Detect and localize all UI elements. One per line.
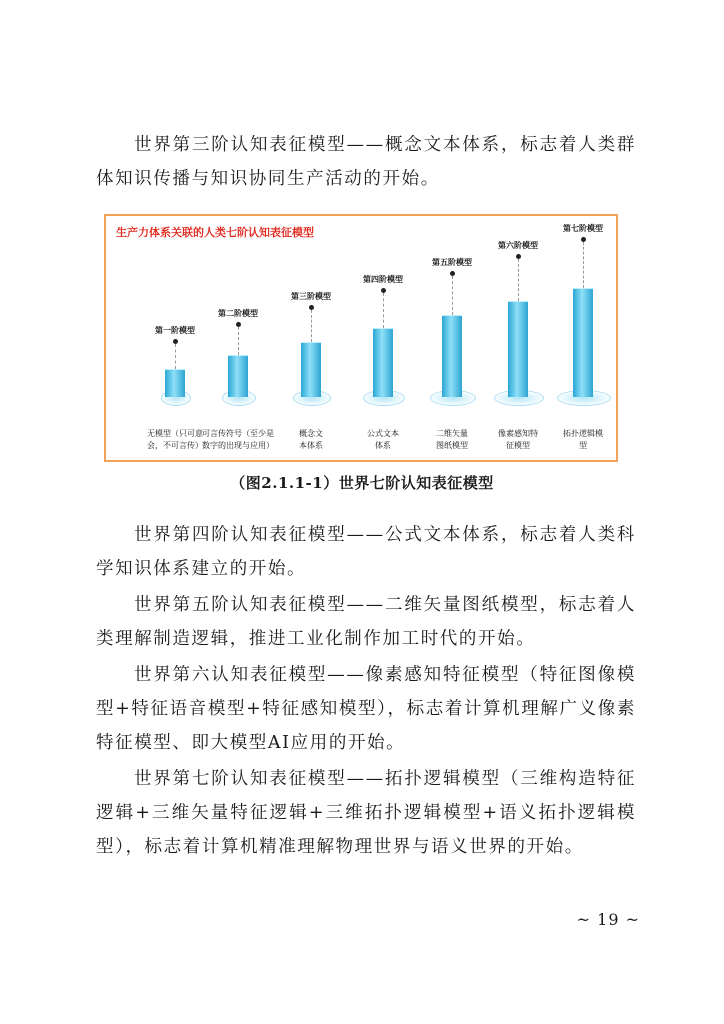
bottom-label-7: 拓扑逻辑模 型: [563, 429, 603, 450]
paragraph-fifth-order: 世界第五阶认知表征模型——二维矢量图纸模型，标志着人类理解制造逻辑，推进工业化制作加工时代的开始。: [96, 595, 636, 649]
bottom-label-3: 概念文 本体系: [299, 429, 323, 450]
model-bar-5: [442, 315, 462, 398]
paragraph-fourth-order: 世界第四阶认知表征模型——公式文本体系，标志着人类科学知识体系建立的开始。: [96, 525, 636, 579]
model-bar-6: [508, 301, 528, 397]
model-bar-1: [165, 369, 185, 398]
model-bar-3: [301, 342, 321, 398]
figure-title: 生产力体系关联的人类七阶认知表征模型: [116, 226, 314, 239]
model-bar-7: [573, 288, 593, 398]
marker-stem-2: [238, 327, 239, 355]
figure-caption: （图2.1.1-1）世界七阶认知表征模型: [230, 474, 494, 492]
bottom-label-4: 公式文本 体系: [367, 429, 399, 450]
stage-label-4: 第四阶模型: [363, 275, 403, 284]
bottom-label-1: 无模型（只可意 会，不可言传）: [147, 429, 203, 450]
bottom-label-6: 像素感知特 征模型: [498, 429, 538, 450]
seven-order-model-figure: [104, 214, 618, 462]
marker-stem-4: [383, 293, 384, 328]
bottom-label-5: 二维矢量 图纸模型: [436, 429, 468, 450]
stage-label-3: 第三阶模型: [291, 292, 331, 301]
stage-label-5: 第五阶模型: [432, 258, 472, 267]
paragraph-seventh-order: 世界第七阶认知表征模型——拓扑逻辑模型（三维构造特征逻辑+三维矢量特征逻辑+三维拓扑逻辑模型+语义拓扑逻辑模型），标志着计算机精准理解物理世界与语义世界的开始。: [96, 769, 636, 857]
paragraph-sixth-order: 世界第六认知表征模型——像素感知特征模型（特征图像模型+特征语音模型+特征感知模型），标志着计算机理解广义像素特征模型、即大模型AI应用的开始。: [96, 665, 636, 753]
marker-stem-7: [583, 242, 584, 288]
marker-stem-3: [311, 310, 312, 342]
bottom-label-2: 可言传符号（至少是 数字的出现与应用）: [202, 429, 274, 450]
model-bar-2: [228, 355, 248, 397]
model-bar-4: [373, 328, 393, 397]
paragraph-third-order: 世界第三阶认知表征模型——概念文本体系，标志着人类群体知识传播与知识协同生产活动的开始。: [96, 135, 636, 189]
stage-label-7: 第七阶模型: [563, 224, 603, 233]
marker-stem-1: [175, 344, 176, 369]
stage-label-6: 第六阶模型: [498, 241, 538, 250]
stage-label-2: 第二阶模型: [218, 309, 258, 318]
marker-stem-6: [518, 259, 519, 301]
stage-label-1: 第一阶模型: [155, 326, 195, 335]
marker-stem-5: [452, 276, 453, 315]
page-number: ~ 19 ~: [576, 910, 640, 929]
